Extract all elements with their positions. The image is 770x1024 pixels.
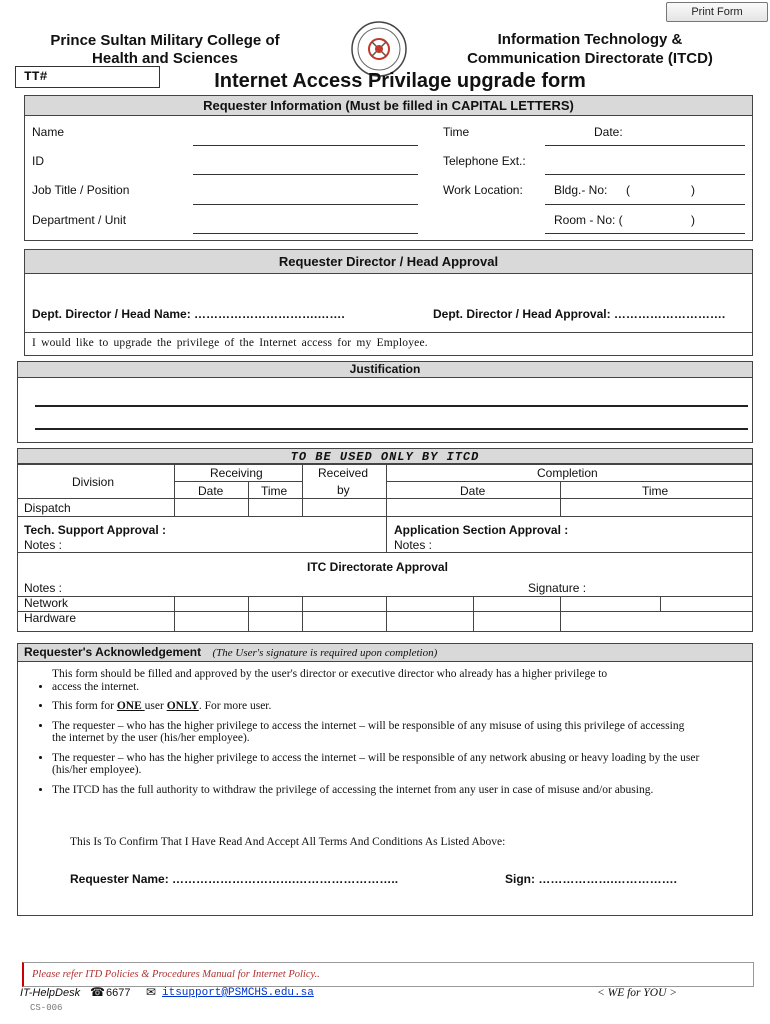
dispatch-label: Dispatch	[24, 501, 71, 515]
grid-line	[174, 464, 175, 516]
list-item	[52, 720, 700, 745]
director-approval-field[interactable]: Dept. Director / Head Approval: ……………………….	[433, 307, 726, 321]
signature-label: Signature :	[528, 581, 587, 595]
completion-time-header: Time	[642, 484, 669, 498]
justification-line-2[interactable]	[35, 428, 748, 430]
tech-support-label: Tech. Support Approval :	[24, 523, 167, 537]
ack-item-1: This form should be filled and approved by the user's director or executive director who already has a higher privilege to access the internet.	[52, 668, 608, 693]
time-label: Time	[443, 125, 470, 139]
name-label: Name	[32, 125, 65, 139]
college-name-line2: Health and Sciences	[92, 50, 238, 67]
director-approval-header: Requester Director / Head Approval	[25, 250, 752, 274]
itcd-name	[440, 30, 740, 68]
date-input[interactable]	[545, 145, 745, 146]
itcd-name-line2: Communication Directorate (ITCD)	[467, 50, 713, 67]
itcd-only-title: TO BE USED ONLY BY ITCD	[290, 450, 480, 464]
itcd-name-line1: Information Technology &	[497, 31, 683, 48]
building-paren-open: (	[626, 183, 630, 197]
grid-line	[17, 498, 753, 499]
itcd-motto: < WE for YOU >	[597, 987, 678, 999]
name-input[interactable]	[193, 145, 418, 146]
justification-section	[17, 361, 753, 443]
acknowledgement-list	[0, 668, 700, 803]
room-input[interactable]	[545, 233, 745, 234]
room-label: Room - No: (	[554, 213, 623, 227]
grid-line	[386, 464, 387, 516]
work-location-label: Work Location:	[443, 183, 523, 197]
list-item	[52, 668, 700, 693]
form-title: Internet Access Privilage upgrade form	[214, 70, 586, 92]
grid-line	[17, 611, 753, 612]
building-paren-close: )	[691, 183, 695, 197]
form-code: CS-006	[30, 1003, 63, 1013]
date-label: Date:	[594, 125, 623, 139]
list-item	[52, 700, 700, 713]
approval-divider	[25, 332, 752, 333]
grid-line	[386, 481, 753, 482]
telephone-label: Telephone Ext.:	[443, 154, 526, 168]
itcd-only-header	[17, 448, 753, 464]
college-name-line1: Prince Sultan Military College of	[50, 32, 280, 49]
ack-item-5: The ITCD has the full authority to withdraw the privilege of accessing the internet from any user in case of misuse and/or abusing.	[52, 783, 654, 796]
ack-item-2-post: . For more user.	[198, 700, 272, 712]
department-input[interactable]	[193, 233, 418, 234]
requester-sign-field[interactable]: Sign: ……………….…………….	[505, 872, 677, 886]
received-by-header-1: Received	[318, 466, 369, 480]
justification-header: Justification	[18, 362, 752, 378]
receiving-date-header: Date	[198, 484, 224, 498]
itc-directorate-label: ITC Directorate Approval	[307, 560, 448, 574]
confirm-statement: This Is To Confirm That I Have Read And Accept All Terms And Conditions As Listed Above:	[70, 836, 506, 848]
ack-item-2-mid: user	[144, 700, 167, 712]
grid-line	[386, 516, 387, 552]
room-paren-close: )	[691, 213, 695, 227]
completion-date-header: Date	[460, 484, 486, 498]
helpdesk-email-link[interactable]: itsupport@PSMCHS.edu.sa	[162, 987, 314, 999]
grid-line	[17, 516, 753, 517]
grid-line	[174, 596, 175, 632]
id-label: ID	[32, 154, 44, 168]
tt-number-field[interactable]: TT#	[15, 66, 160, 88]
list-item	[52, 784, 700, 797]
app-section-label: Application Section Approval :	[394, 523, 569, 537]
app-section-notes[interactable]: Notes :	[394, 538, 433, 552]
tech-support-notes[interactable]: Notes :	[24, 538, 63, 552]
received-by-header-2: by	[337, 483, 350, 497]
ack-item-2-pre: This form for	[52, 700, 117, 712]
upgrade-statement: I would like to upgrade the privilege of the Internet access for my Employee.	[32, 337, 428, 349]
directorate-notes[interactable]: Notes :	[24, 581, 63, 595]
ack-item-2-one: ONE	[116, 700, 145, 712]
network-label: Network	[24, 596, 69, 610]
helpdesk-label: IT-HelpDesk	[20, 987, 81, 999]
receiving-header: Receiving	[210, 466, 263, 480]
policy-box	[22, 962, 754, 987]
grid-line	[560, 596, 561, 632]
building-label: Bldg.- No:	[554, 183, 608, 197]
mail-icon: ✉	[146, 985, 157, 999]
completion-header: Completion	[537, 466, 598, 480]
ack-item-2-only: ONLY	[166, 700, 199, 712]
ack-item-4: The requester – who has the higher privilege to access the internet – will be responsible of any network abusing or heavy loading by the user (his/her employee).	[52, 751, 700, 776]
requester-info-section	[24, 95, 753, 241]
helpdesk-phone: 6677	[106, 987, 131, 999]
job-title-label: Job Title / Position	[32, 183, 130, 197]
hardware-label: Hardware	[24, 611, 77, 625]
requester-name-field[interactable]: Requester Name: ………………………….……………………..	[70, 872, 399, 886]
grid-line	[473, 596, 474, 632]
grid-line	[386, 596, 387, 632]
phone-icon: ☎	[90, 985, 105, 999]
director-name-field[interactable]: Dept. Director / Head Name: ………………………….…….	[32, 307, 345, 321]
id-input[interactable]	[193, 174, 418, 175]
grid-line	[174, 481, 302, 482]
grid-line	[660, 596, 661, 611]
grid-line	[302, 596, 303, 632]
building-input[interactable]	[545, 204, 745, 205]
college-name	[20, 32, 310, 68]
print-form-button[interactable]: Print Form	[666, 2, 768, 22]
grid-line	[302, 464, 303, 516]
division-header: Division	[72, 475, 115, 489]
grid-line	[17, 596, 753, 597]
telephone-input[interactable]	[545, 174, 745, 175]
grid-line	[17, 552, 753, 553]
acknowledgement-title: Requester's Acknowledgement	[24, 645, 202, 659]
acknowledgement-header	[18, 644, 752, 662]
policy-note: Please refer ITD Policies & Procedures Manual for Internet Policy..	[32, 969, 320, 980]
department-label: Department / Unit	[32, 213, 127, 227]
justification-line-1[interactable]	[35, 405, 748, 407]
job-title-input[interactable]	[193, 204, 418, 205]
receiving-time-header: Time	[261, 484, 288, 498]
requester-info-header: Requester Information (Must be filled in CAPITAL LETTERS)	[25, 96, 752, 116]
grid-line	[248, 596, 249, 632]
acknowledgement-note: (The User's signature is required upon completion)	[212, 647, 438, 659]
ack-item-3: The requester – who has the higher privilege to access the internet – will be responsible of any misuse of using this privilege of accessing the internet by the user (his/her employee).	[52, 719, 685, 744]
list-item	[52, 752, 700, 777]
